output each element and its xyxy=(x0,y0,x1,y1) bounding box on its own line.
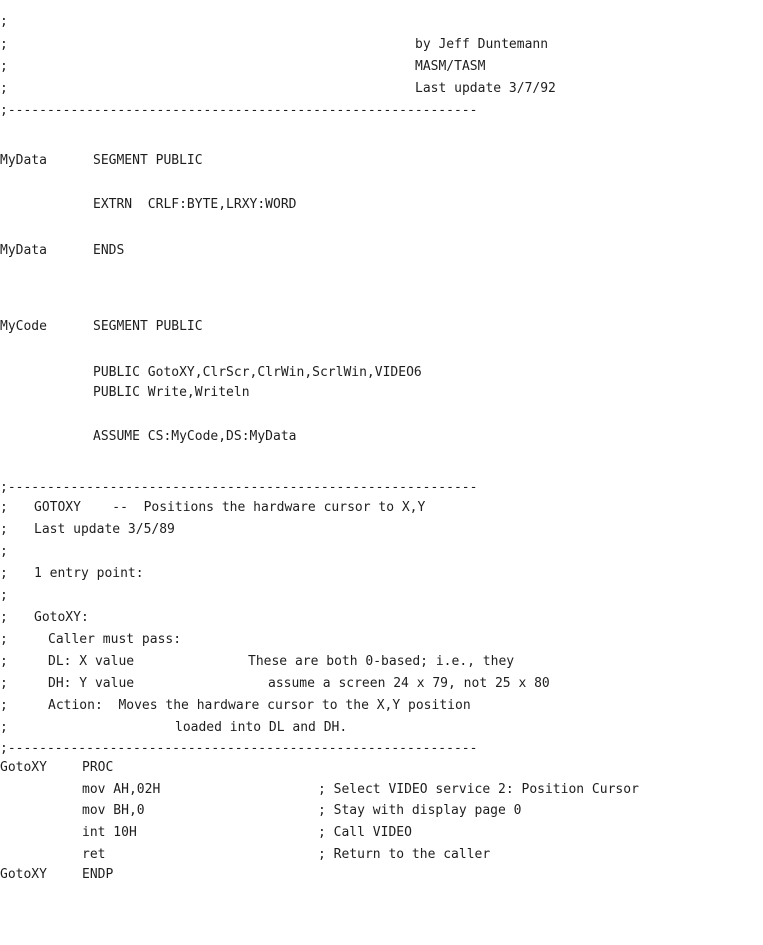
instruction: mov AH,02H xyxy=(82,782,161,797)
comment-semicolon: ; xyxy=(0,588,8,603)
last-update-line: Last update 3/7/92 xyxy=(415,81,556,96)
procedure-title: GOTOXY -- Positions the hardware cursor to X,Y xyxy=(34,500,426,515)
action-description: Action: Moves the hardware cursor to the X,Y position xyxy=(48,698,471,713)
extrn-directive: EXTRN CRLF:BYTE,LRXY:WORD xyxy=(93,197,297,212)
comment-semicolon: ; xyxy=(0,81,8,96)
instruction-comment: ; Return to the caller xyxy=(318,847,491,862)
comment-semicolon: ; xyxy=(0,544,8,559)
comment-semicolon: ; xyxy=(0,676,8,691)
assume-directive: ASSUME CS:MyCode,DS:MyData xyxy=(93,429,297,444)
proc-directive: PROC xyxy=(82,760,114,775)
instruction-comment: ; Stay with display page 0 xyxy=(318,803,522,818)
public-directive: PUBLIC Write,Writeln xyxy=(93,385,250,400)
comment-semicolon: ; xyxy=(0,720,8,735)
comment-semicolon: ; xyxy=(0,698,8,713)
instruction: int 10H xyxy=(82,825,137,840)
comment-semicolon: ; xyxy=(0,632,8,647)
comment-separator: ;------------------------------------------------------------ xyxy=(0,480,478,495)
ends-directive: ENDS xyxy=(93,243,125,258)
dh-register-detail: assume a screen 24 x 79, not 25 x 80 xyxy=(268,676,550,691)
comment-semicolon: ; xyxy=(0,37,8,52)
assembler-line: MASM/TASM xyxy=(415,59,486,74)
comment-semicolon: ; xyxy=(0,566,8,581)
code-segment-label: MyCode xyxy=(0,319,47,334)
instruction: ret xyxy=(82,847,106,862)
action-description-continued: loaded into DL and DH. xyxy=(175,720,348,735)
instruction-comment: ; Select VIDEO service 2: Position Cursor xyxy=(318,782,639,797)
caller-requirements: Caller must pass: xyxy=(48,632,182,647)
entry-point-count: 1 entry point: xyxy=(34,566,144,581)
comment-semicolon: ; xyxy=(0,59,8,74)
comment-semicolon: ; xyxy=(0,500,8,515)
comment-semicolon: ; xyxy=(0,654,8,669)
instruction-comment: ; Call VIDEO xyxy=(318,825,412,840)
procedure-label: GotoXY xyxy=(0,760,47,775)
segment-directive: SEGMENT PUBLIC xyxy=(93,319,203,334)
instruction: mov BH,0 xyxy=(82,803,145,818)
data-segment-label: MyData xyxy=(0,243,47,258)
comment-separator: ;------------------------------------------------------------ xyxy=(0,103,478,118)
author-line: by Jeff Duntemann xyxy=(415,37,549,52)
procedure-label: GotoXY xyxy=(0,867,47,882)
endp-directive: ENDP xyxy=(82,867,114,882)
comment-separator: ;------------------------------------------------------------ xyxy=(0,741,478,756)
dl-register-note: DL: X value xyxy=(48,654,135,669)
dh-register-note: DH: Y value xyxy=(48,676,135,691)
comment-semicolon: ; xyxy=(0,522,8,537)
public-directive: PUBLIC GotoXY,ClrScr,ClrWin,ScrlWin,VIDEO6 xyxy=(93,365,422,380)
segment-directive: SEGMENT PUBLIC xyxy=(93,153,203,168)
data-segment-label: MyData xyxy=(0,153,47,168)
comment-semicolon: ; xyxy=(0,14,8,29)
entry-point-name: GotoXY: xyxy=(34,610,89,625)
dl-register-detail: These are both 0-based; i.e., they xyxy=(248,654,515,669)
comment-semicolon: ; xyxy=(0,610,8,625)
procedure-update: Last update 3/5/89 xyxy=(34,522,175,537)
